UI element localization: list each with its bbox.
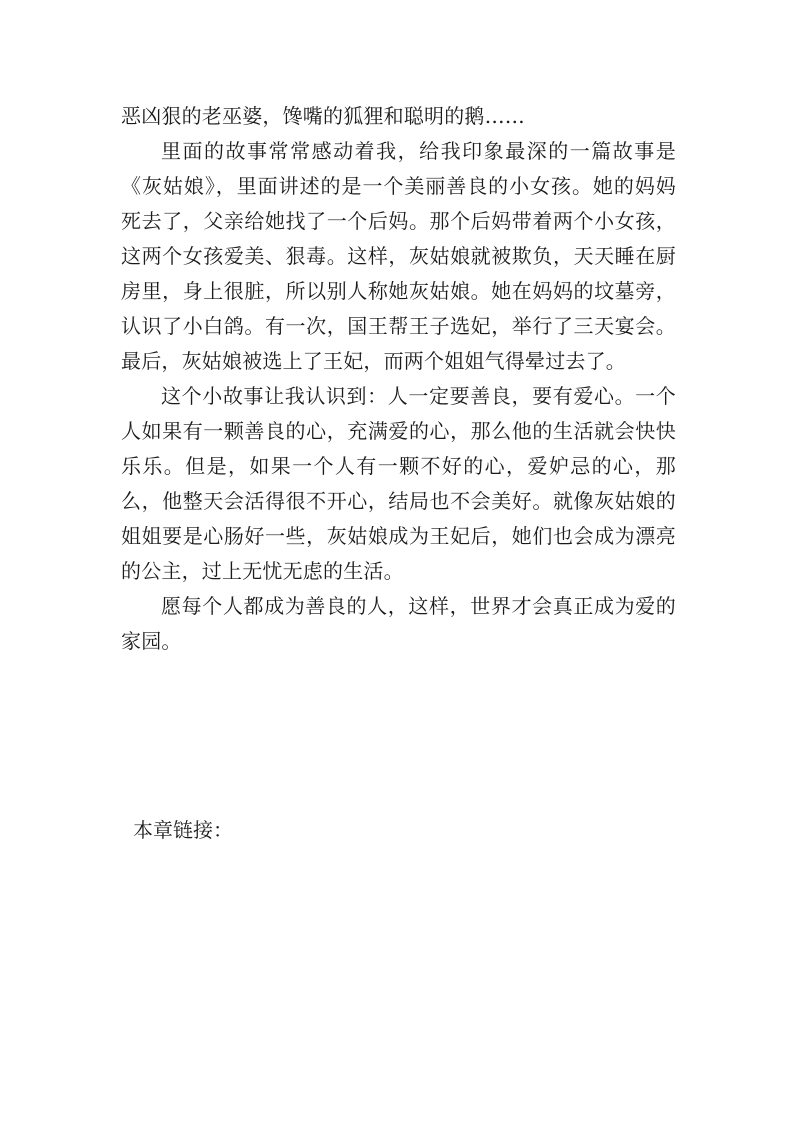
paragraph-continuation: 恶凶狠的老巫婆，馋嘴的狐狸和聪明的鹅…… <box>121 104 525 128</box>
body-text <box>121 99 676 659</box>
paragraph-wish: 愿每个人都成为善良的人，这样，世界才会真正成为爱的家园。 <box>121 594 676 653</box>
chapter-link-label: 本章链接： <box>133 818 233 842</box>
paragraph-lesson: 这个小故事让我认识到：人一定要善良，要有爱心。一个人如果有一颗善良的心，充满爱的心，那么他的生活就会快快乐乐。但是，如果一个人有一颗不好的心，爱妒忌的心，那么，他整天会活得很不开心，结局也不会美好。就像灰姑娘的姐姐要是心肠好一些，灰姑娘成为王妃后，她们也会成为漂亮的公主，过上无忧无虑的生活。 <box>121 384 676 583</box>
paragraph-story: 里面的故事常常感动着我，给我印象最深的一篇故事是《灰姑娘》，里面讲述的是一个美丽善良的小女孩。她的妈妈死去了，父亲给她找了一个后妈。那个后妈带着两个小女孩，这两个女孩爱美、狠毒。这样，灰姑娘就被欺负，天天睡在厨房里，身上很脏，所以别人称她灰姑娘。她在妈妈的坟墓旁，认识了小白鸽。有一次，国王帮王子选妃，举行了三天宴会。最后，灰姑娘被选上了王妃，而两个姐姐气得晕过去了。 <box>121 139 676 373</box>
